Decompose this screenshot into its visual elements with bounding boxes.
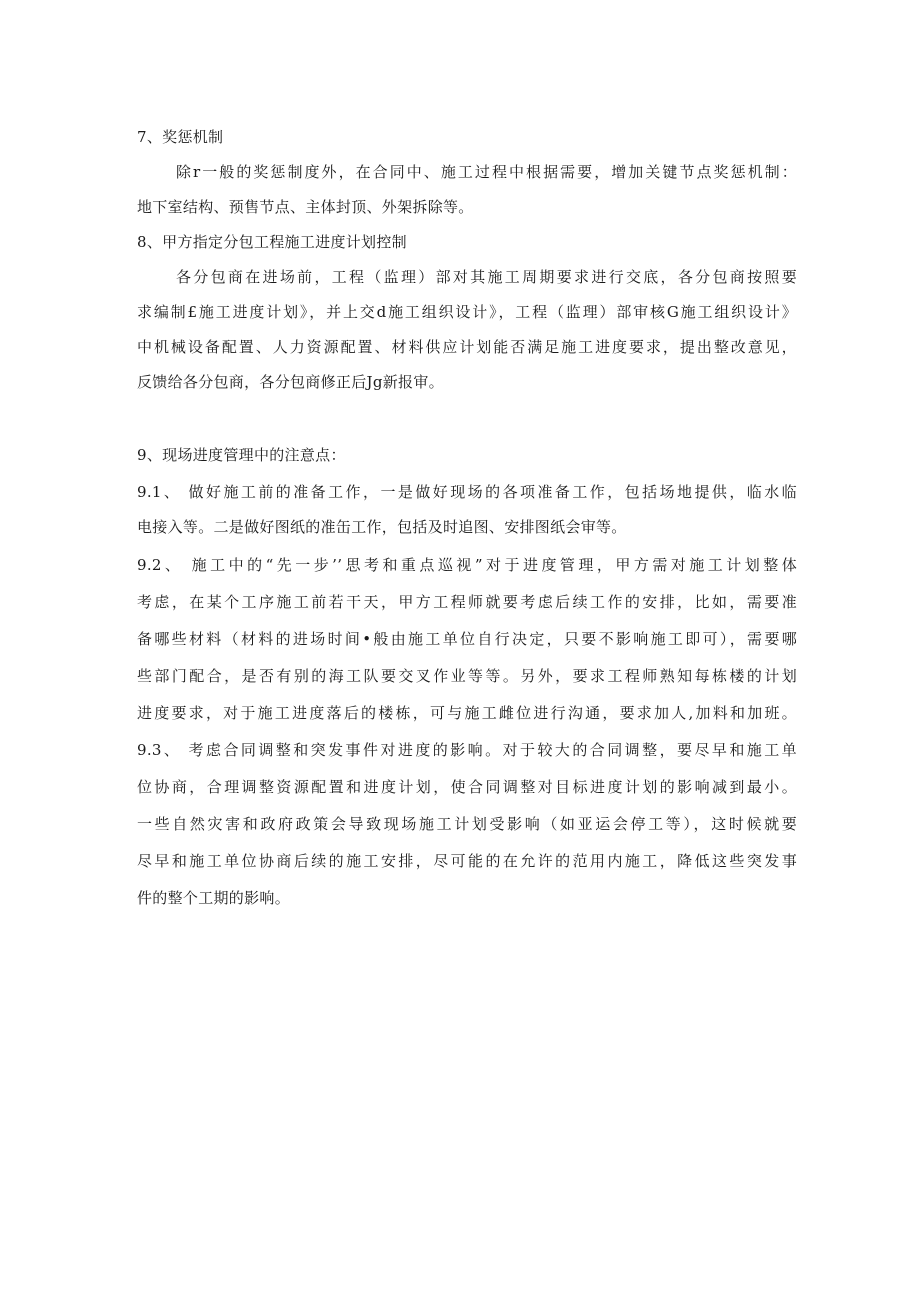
item-9-2-line: 9.2、 施工中的“先一步’’思考和重点巡视”对于进度管理，甲方需对施工计划整体	[137, 556, 797, 574]
item-9-1-line: 9.1、 做好施工前的准备工作，一是做好现场的各项准备工作，包括场地提供，临水临	[137, 483, 797, 501]
section-8-heading: 8、甲方指定分包工程施工进度计划控制	[137, 233, 407, 251]
section-7-paragraph-line: 地下室结构、预售节点、主体封顶、外架拆除等。	[137, 198, 474, 216]
item-9-3-line: 尽早和施工单位协商后续的施工安排，尽可能的在允许的范用内施工，降低这些突发事	[137, 852, 797, 870]
item-9-1-line: 电接入等。二是做好图纸的准缶工作，包括及时追图、安排图纸会审等。	[137, 518, 627, 536]
section-9-heading: 9、现场进度管理中的注意点：	[137, 446, 346, 464]
section-8-paragraph-line: 中机械设备配置、人力资源配置、材料供应计划能否满足施工进度要求，提出整改意见，	[137, 338, 797, 356]
item-9-2-line: 些部门配合，是否有别的海工队要交叉作业等等。另外，要求工程师熟知每栋楼的计划	[137, 667, 797, 685]
item-9-3-line: 一些自然灾害和政府政策会导致现场施工计划受影响（如亚运会停工等），这时候就要	[137, 815, 797, 833]
section-8-paragraph-line: 各分包商在进场前，工程（监理）部对其施工周期要求进行交底，各分包商按照要	[176, 268, 797, 286]
section-8-paragraph-line: 反馈给各分包商，各分包商修正后Jg新报审。	[137, 373, 444, 391]
item-9-2-line: 进度要求，对于施工进度落后的楼栋，可与施工雌位进行沟通，要求加人,加料和加班。	[137, 704, 797, 722]
item-9-3-line: 9.3、 考虑合同调整和突发事件对进度的影响。对于较大的合同调整，要尽早和施工单	[137, 741, 797, 759]
section-7-paragraph-line: 除r一般的奖惩制度外，在合同中、施工过程中根据需要，增加关键节点奖惩机制：	[176, 163, 797, 181]
item-9-2-line: 考虑，在某个工序施工前若干天，甲方工程师就要考虑后续工作的安排，比如，需要准	[137, 593, 797, 611]
item-9-3-line: 位协商，合理调整资源配置和进度计划，使合同调整对目标进度计划的影响减到最小。	[137, 778, 797, 796]
item-9-2-line: 备哪些材料（材料的进场时间•般由施工单位自行决定，只要不影响施工即可），需要哪	[137, 630, 797, 648]
item-9-3-line: 件的整个工期的影响。	[137, 889, 291, 907]
section-7-heading: 7、奖惩机制	[137, 128, 224, 146]
section-8-paragraph-line: 求编制£施工进度计划》，并上交d施工组织设计》，工程（监理）部审核G施工组织设计》	[137, 303, 797, 321]
